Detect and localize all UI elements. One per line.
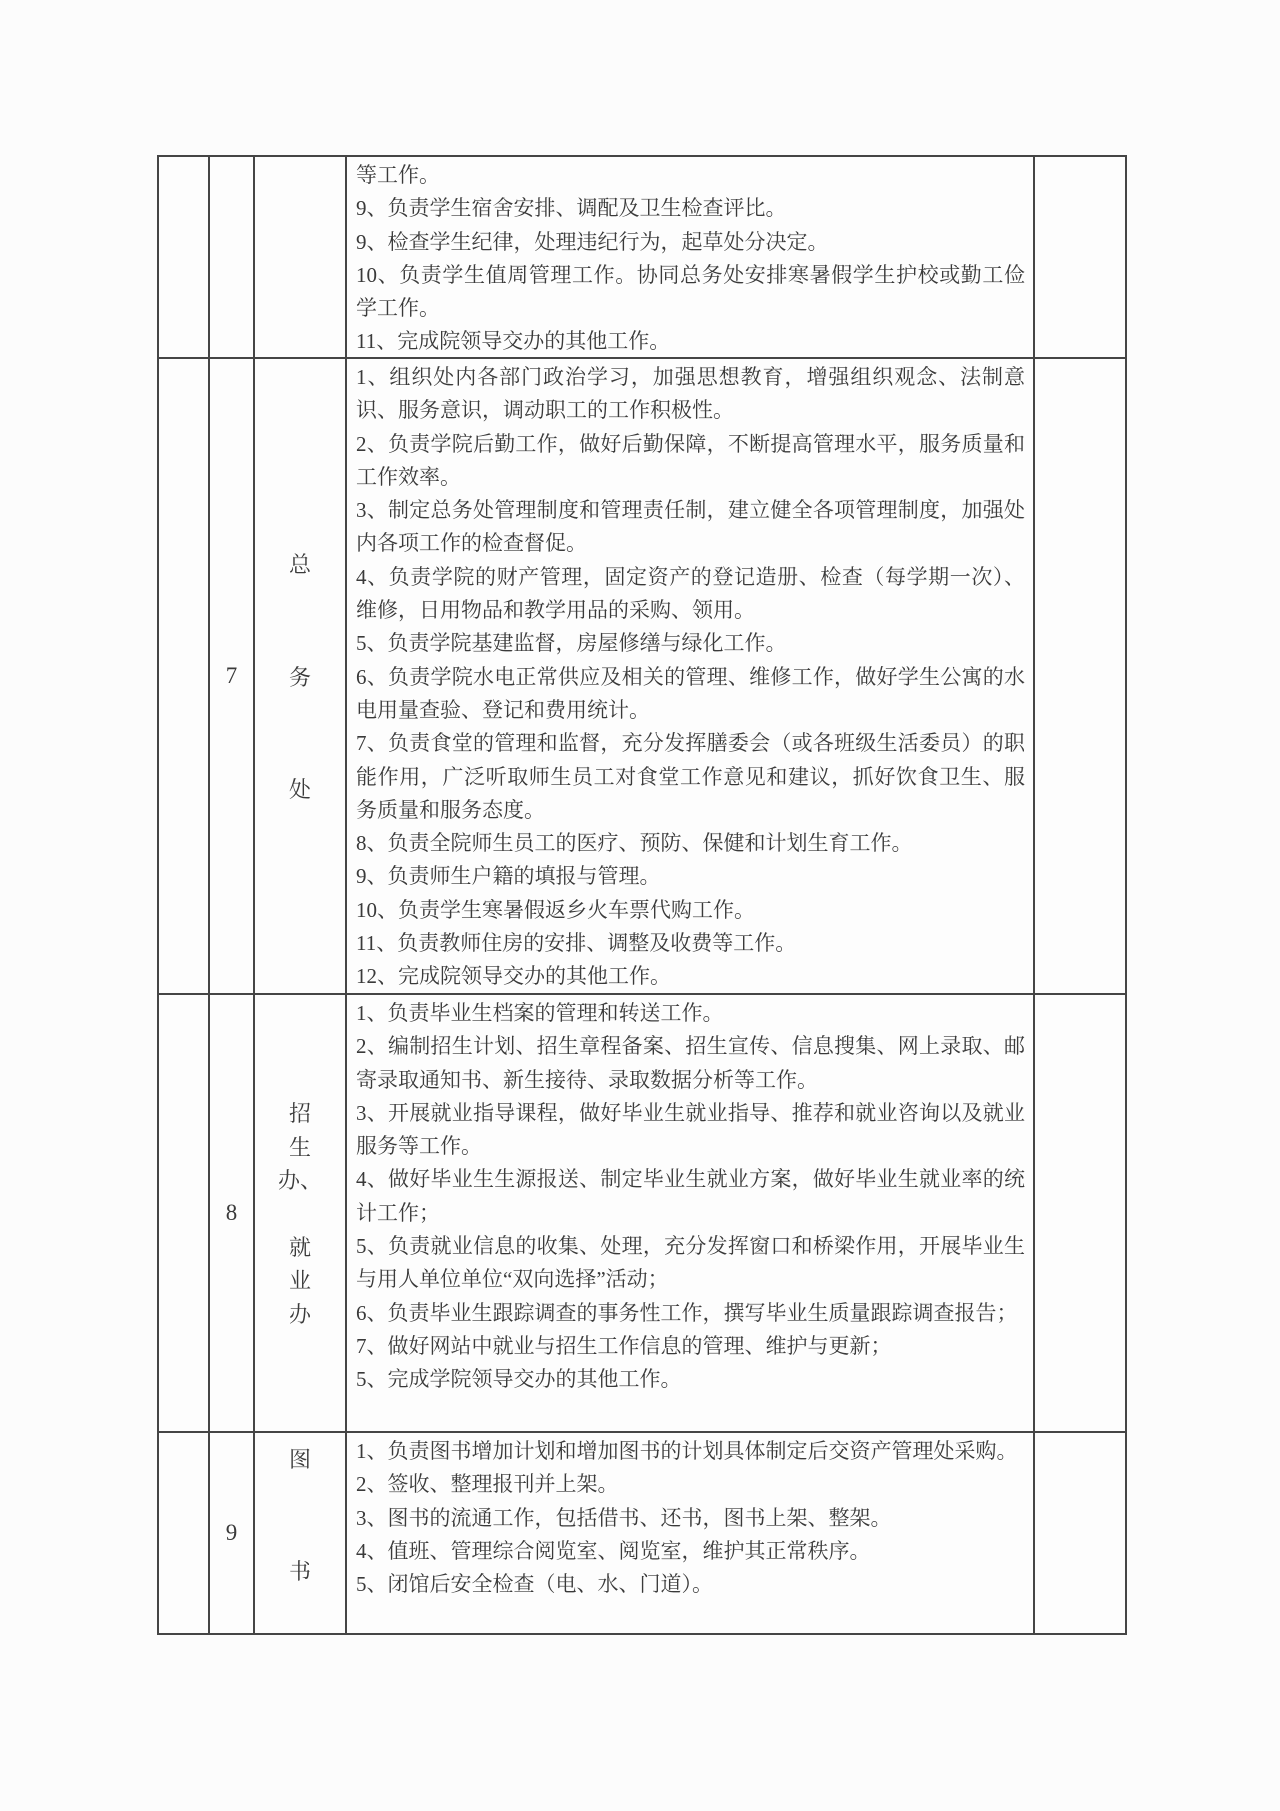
duty-item: 1、负责毕业生档案的管理和转送工作。 xyxy=(356,1001,724,1025)
duty-item: 4、值班、管理综合阅览室、阅览室，维护其正常秩序。 xyxy=(356,1538,871,1563)
duty-item: 12、完成院领导交办的其他工作。 xyxy=(356,964,671,989)
duty-item: 5、负责就业信息的收集、处理，充分发挥窗口和桥梁作用，开展毕业生与用人单位单位“双向选择”活动； xyxy=(356,1234,1025,1292)
row-number-cell: 7 xyxy=(210,359,255,995)
department-name-char: 招 xyxy=(288,1101,311,1127)
duty-item: 6、负责毕业生跟踪调查的事务性工作，撰写毕业生质量跟踪调查报告； xyxy=(356,1300,1018,1325)
duty-item: 5、闭馆后安全检查（电、水、门道）。 xyxy=(356,1572,713,1597)
duty-item: 5、完成学院领导交办的其他工作。 xyxy=(356,1367,682,1392)
spacer-cell xyxy=(159,359,210,995)
duty-item: 7、做好网站中就业与招生工作信息的管理、维护与更新； xyxy=(356,1333,892,1358)
department-cell xyxy=(255,1433,347,1633)
department-name-char: 书 xyxy=(288,1558,311,1584)
duty-item: 8、负责全院师生员工的医疗、预防、保健和计划生育工作。 xyxy=(356,831,913,856)
duty-item: 1、负责图书增加计划和增加图书的计划具体制定后交资产管理处采购。 xyxy=(356,1439,1018,1463)
duty-item: 9、负责师生户籍的填报与管理。 xyxy=(356,864,661,889)
department-name-char: 生 xyxy=(288,1134,311,1160)
duty-item: 3、开展就业指导课程，做好毕业生就业指导、推荐和就业咨询以及就业服务等工作。 xyxy=(356,1100,1025,1159)
department-name-char: 办 xyxy=(288,1301,311,1327)
duty-item: 1、组织处内各部门政治学习，加强思想教育，增强组织观念、法制意识、服务意识，调动职工的工作积极性。 xyxy=(356,365,1025,423)
spacer-cell xyxy=(159,1433,210,1633)
department-name-char: 务 xyxy=(288,664,311,690)
duty-item: 4、做好毕业生生源报送、制定毕业生就业方案，做好毕业生就业率的统计工作； xyxy=(356,1167,1025,1225)
duties-cell xyxy=(347,1433,1035,1633)
row-number-cell xyxy=(210,157,255,359)
department-name-group xyxy=(289,1554,311,1588)
department-name-char: 业 xyxy=(288,1268,311,1294)
duty-item: 5、负责学院基建监督，房屋修缮与绿化工作。 xyxy=(356,631,787,656)
duty-item: 10、负责学生寒暑假返乡火车票代购工作。 xyxy=(356,897,755,922)
remarks-cell xyxy=(1035,1433,1125,1633)
duty-item: 3、图书的流通工作，包括借书、还书，图书上架、整架。 xyxy=(356,1505,892,1530)
duty-item: 11、负责教师住房的安排、调整及收费等工作。 xyxy=(356,931,797,956)
remarks-cell xyxy=(1035,359,1125,995)
duties-cell xyxy=(347,995,1035,1433)
row-number-cell: 9 xyxy=(210,1433,255,1633)
department-name-group xyxy=(278,1096,322,1197)
remarks-cell xyxy=(1035,995,1125,1433)
remarks-cell xyxy=(1035,157,1125,359)
department-name-group xyxy=(289,547,311,581)
department-name-char: 就 xyxy=(288,1234,311,1260)
department-name-group xyxy=(289,659,311,693)
duty-item: 等工作。 xyxy=(356,163,440,187)
department-name-char: 处 xyxy=(288,777,311,802)
duty-item: 11、完成院领导交办的其他工作。 xyxy=(356,329,671,354)
duty-item: 9、负责学生宿舍安排、调配及卫生检查评比。 xyxy=(356,196,787,221)
row-number-cell: 8 xyxy=(210,995,255,1433)
duty-item: 10、负责学生值周管理工作。协同总务处安排寒暑假学生护校或勤工俭学工作。 xyxy=(356,262,1025,321)
department-name-group xyxy=(289,1442,311,1476)
duties-cell xyxy=(347,157,1035,359)
department-name-char: 图 xyxy=(288,1447,311,1473)
duty-item: 4、负责学院的财产管理，固定资产的登记造册、检查（每学期一次）、维修，日用物品和教学用品的采购、领用。 xyxy=(356,564,1025,623)
spacer-cell xyxy=(159,157,210,359)
duty-item: 7、负责食堂的管理和监督，充分发挥膳委会（或各班级生活委员）的职能作用，广泛听取师生员工对食堂工作意见和建议，抓好饮食卫生、服务质量和服务态度。 xyxy=(356,731,1025,822)
department-cell xyxy=(255,157,347,359)
duty-item: 9、检查学生纪律，处理违纪行为，起草处分决定。 xyxy=(356,229,829,254)
department-name-char: 办、 xyxy=(277,1168,322,1194)
duty-item: 6、负责学院水电正常供应及相关的管理、维修工作，做好学生公寓的水电用量查验、登记和费用统计。 xyxy=(356,664,1025,722)
duty-item: 2、负责学院后勤工作，做好后勤保障，不断提高管理水平，服务质量和工作效率。 xyxy=(356,431,1025,489)
duties-cell xyxy=(347,359,1035,995)
department-cell xyxy=(255,995,347,1433)
duty-item: 2、编制招生计划、招生章程备案、招生宣传、信息搜集、网上录取、邮寄录取通知书、新生接待、录取数据分析等工作。 xyxy=(356,1034,1025,1092)
department-name-group xyxy=(289,772,311,806)
duty-item: 2、签收、整理报刊并上架。 xyxy=(356,1472,619,1497)
spacer-cell xyxy=(159,995,210,1433)
duty-item: 3、制定总务处管理制度和管理责任制，建立健全各项管理制度，加强处内各项工作的检查督促。 xyxy=(356,498,1025,556)
department-name-char: 总 xyxy=(288,552,311,577)
department-cell xyxy=(255,359,347,995)
duties-table xyxy=(157,155,1127,1635)
department-name-group xyxy=(289,1230,311,1331)
